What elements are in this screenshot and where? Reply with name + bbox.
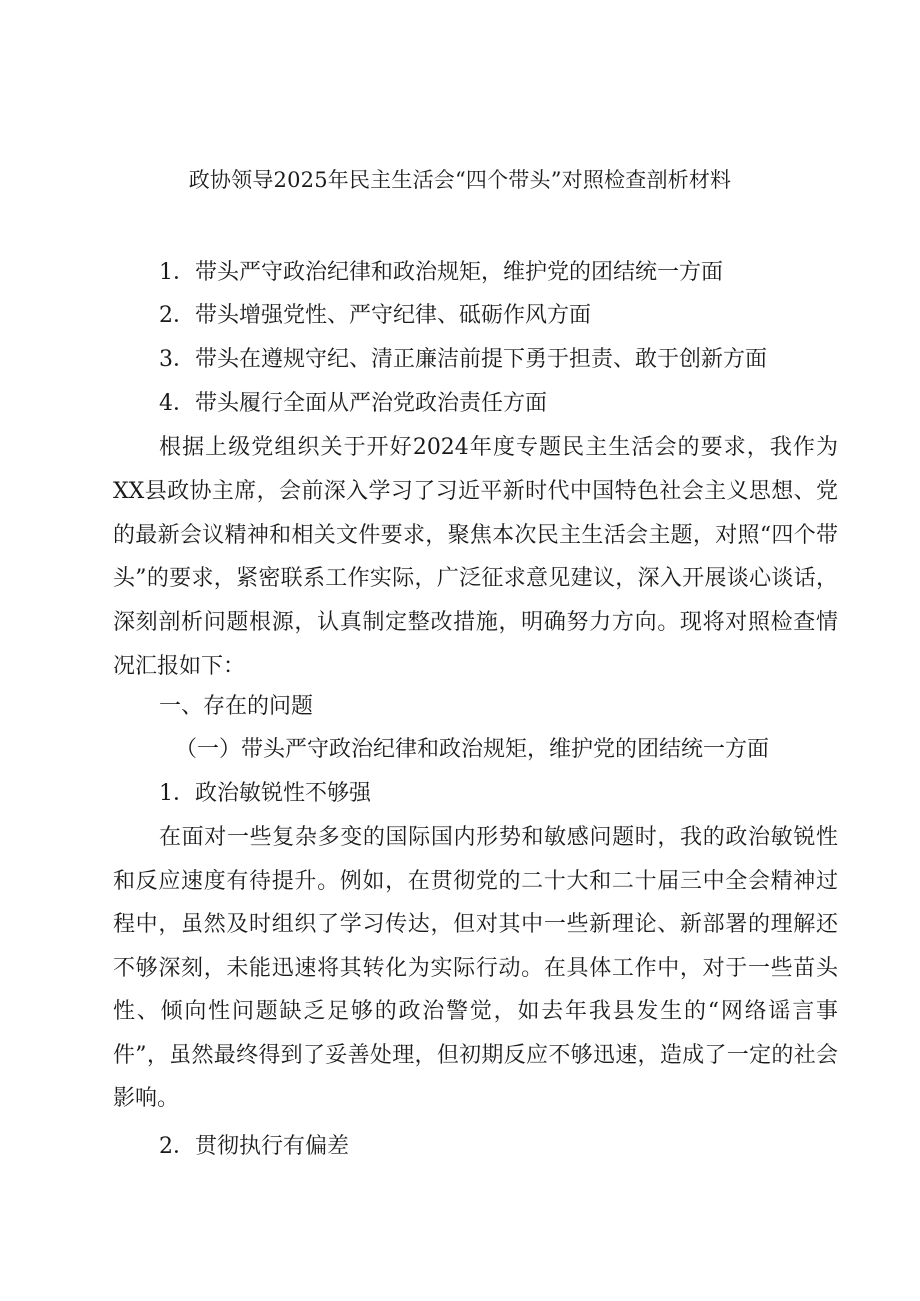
item-body-1: 在面对一些复杂多变的国际国内形势和敏感问题时，我的政治敏锐性和反应速度有待提升。例如，在贯彻党的二十大和二十届三中全会精神过程中，虽然及时组织了学习传达，但对其中一些新理论、新部署的理解还不够深刻，未能迅速将其转化为实际行动。在具体工作中，对于一些苗头性、倾向性问题缺乏足够的政治警觉，如去年我县发生的“网络谣言事件”，虽然最终得到了妥善处理，但初期反应不够迅速，造成了一定的社会影响。 [113, 825, 838, 1111]
section-heading: 一、存在的问题 [159, 694, 314, 719]
item-heading-2: 2．贯彻执行有偏差 [159, 1134, 349, 1159]
document-title: 政协领导2025年民主生活会“四个带头”对照检查剖析材料 [188, 168, 732, 192]
subsection-heading: （一）带头严守政治纪律和政治规矩，维护党的团结统一方面 [175, 737, 770, 762]
toc-item-2: 2．带头增强党性、严守纪律、砥砺作风方面 [159, 303, 591, 328]
toc-item-3: 3．带头在遵规守纪、清正廉洁前提下勇于担责、敢于创新方面 [159, 347, 767, 372]
toc-item-1: 1．带头严守政治纪律和政治规矩，维护党的团结统一方面 [159, 260, 723, 285]
toc-item-4: 4．带头履行全面从严治党政治责任方面 [159, 391, 547, 416]
intro-paragraph: 根据上级党组织关于开好2024年度专题民主生活会的要求，我作为XX县政协主席，会前深入学习了习近平新时代中国特色社会主义思想、党的最新会议精神和相关文件要求，聚焦本次民主生活会主题，对照“四个带头”的要求，紧密联系工作实际，广泛征求意见建议，深入开展谈心谈话，深刻剖析问题根源，认真制定整改措施，明确努力方向。现将对照检查情况汇报如下： [113, 435, 838, 679]
item-heading-1: 1．政治敏锐性不够强 [159, 781, 371, 806]
